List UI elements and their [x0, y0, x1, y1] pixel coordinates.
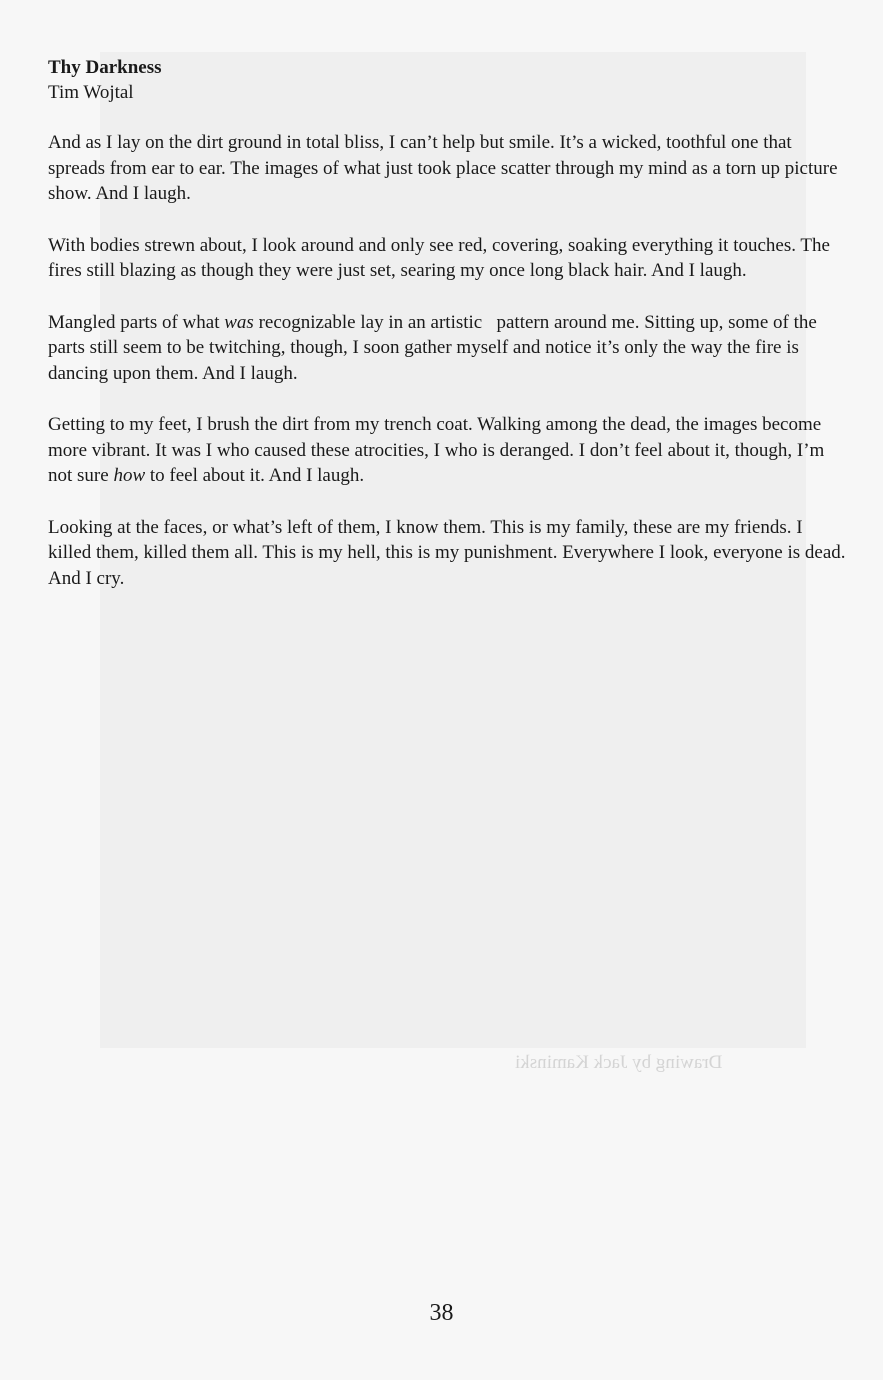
author-name: Tim Wojtal: [48, 82, 134, 103]
paragraph-text: recognizable lay in an artistic pattern around me. Sitting up, some of the parts still seem to be twitching, though, I soon gather myself and notice it’s only the way the fire is dancing upon them. And I laugh.: [48, 311, 817, 384]
paragraph-4: [48, 412, 848, 489]
paragraph-3: [48, 310, 848, 387]
italic-word: how: [113, 465, 146, 486]
paragraph-5: [48, 515, 848, 592]
paragraph-text: Mangled parts of what: [48, 311, 225, 333]
bleed-through-caption: Drawing by Jack Kaminski: [515, 1052, 723, 1073]
paragraph-text: Looking at the faces, or what’s left of them, I know them. This is my family, these are my friends. I killed them, killed them all. This is my hell, this is my punishment. Everywhere I look, everyone is dead. And I cry.: [48, 516, 846, 589]
paragraph-text: Getting to my feet, I brush the dirt from my trench coat. Walking among the dead, the images become more vibrant. It was I who caused these atrocities, I who is deranged. I don’t feel about it, though, I’m not sure: [48, 414, 825, 486]
page-number: 38: [429, 1300, 454, 1326]
italic-word: was: [224, 311, 254, 333]
paragraph-1: [48, 130, 848, 207]
piece-title: Thy Darkness: [48, 57, 162, 78]
paragraph-text: With bodies strewn about, I look around and only see red, covering, soaking everything it touches. The fires still blazing as though they were just set, searing my once long black hair. And I laugh.: [48, 234, 830, 281]
paragraph-text: to feel about it. And I laugh.: [145, 465, 365, 486]
paragraph-2: [48, 233, 848, 284]
poem-content: [48, 55, 848, 617]
paragraph-text: And as I lay on the dirt ground in total bliss, I can’t help but smile. It’s a wicked, toothful one that spreads from ear to ear. The images of what just took place scatter through my mind as a torn up picture show. And I laugh.: [48, 132, 838, 204]
